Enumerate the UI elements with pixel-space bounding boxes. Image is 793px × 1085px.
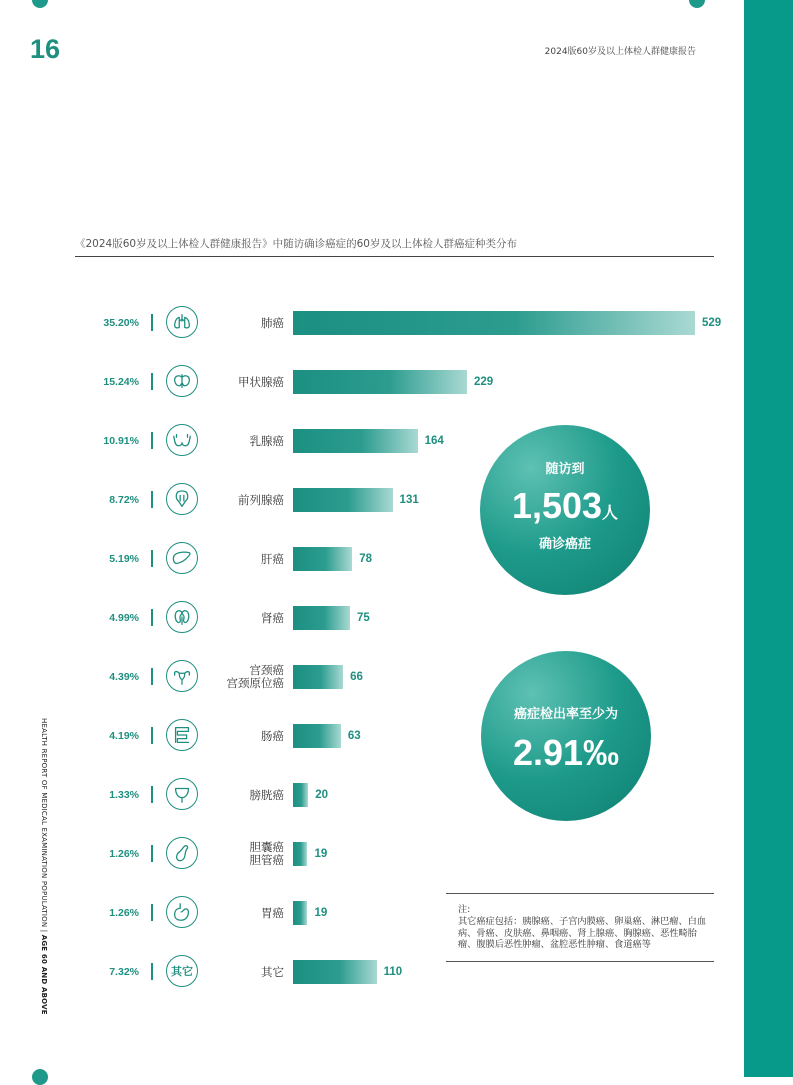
percent-label: 4.99% bbox=[109, 612, 139, 624]
stat1-top: 随访到 bbox=[545, 462, 585, 477]
category-label: 宫颈癌 宫颈原位癌 bbox=[226, 663, 284, 690]
liver-icon bbox=[166, 542, 198, 574]
vertical-text-main: HEALTH REPORT OF MEDICAL EXAMINATION POPULATION bbox=[40, 718, 48, 928]
chart-row bbox=[0, 598, 744, 638]
chart-title: 《2024版60岁及以上体检人群健康报告》中随访确诊癌症的60岁及以上体检人群癌症种类分布 bbox=[75, 236, 714, 257]
intestine-icon bbox=[166, 719, 198, 751]
category-label: 前列腺癌 bbox=[238, 492, 284, 507]
category-label: 胃癌 bbox=[261, 905, 284, 920]
percent-label: 7.32% bbox=[109, 966, 139, 978]
category-label: 肝癌 bbox=[261, 551, 284, 566]
stomach-icon bbox=[166, 896, 198, 928]
stat1-number: 1,503 bbox=[511, 485, 603, 526]
category-label: 其它 bbox=[261, 964, 284, 979]
prostate-icon bbox=[166, 483, 198, 515]
row-separator bbox=[151, 550, 153, 567]
row-separator bbox=[151, 845, 153, 862]
percent-label: 1.26% bbox=[109, 907, 139, 919]
value-label: 63 bbox=[347, 730, 361, 742]
thyroid-icon bbox=[166, 365, 198, 397]
value-label: 78 bbox=[359, 553, 373, 565]
category-label: 肾癌 bbox=[261, 610, 284, 625]
stat1-bottom: 确诊癌症 bbox=[538, 537, 591, 552]
row-separator bbox=[151, 609, 153, 626]
percent-label: 1.33% bbox=[109, 789, 139, 801]
percent-label: 15.24% bbox=[103, 376, 139, 388]
chart-row bbox=[0, 362, 744, 402]
kidney-icon bbox=[166, 601, 198, 633]
category-label: 胆囊癌 胆管癌 bbox=[249, 840, 284, 867]
percent-label: 10.91% bbox=[103, 435, 139, 447]
page-number: 16 bbox=[30, 34, 61, 64]
row-separator bbox=[151, 432, 153, 449]
stat1-unit: 人 bbox=[602, 503, 619, 522]
stat2-number: 2.91‰ bbox=[512, 732, 620, 773]
bar bbox=[293, 724, 341, 748]
bar bbox=[293, 429, 418, 453]
note-body: 其它癌症包括：胰腺癌、子宫内膜癌、卵巢癌、淋巴瘤、白血病、骨癌、皮肤癌、鼻咽癌、肾上腺癌、胸腺癌、恶性畸胎瘤、腹膜后恶性肿瘤、盆腔恶性肿瘤、食道癌等 bbox=[458, 915, 707, 951]
value-label: 75 bbox=[356, 612, 370, 624]
row-separator bbox=[151, 491, 153, 508]
bar bbox=[293, 370, 467, 394]
stat-circle-rate bbox=[481, 651, 651, 821]
chart-row bbox=[0, 834, 744, 874]
value-label: 110 bbox=[383, 966, 403, 978]
bladder-icon bbox=[166, 778, 198, 810]
gallbladder-icon bbox=[166, 837, 198, 869]
bar bbox=[293, 783, 308, 807]
row-separator bbox=[151, 373, 153, 390]
side-band bbox=[744, 0, 793, 1077]
value-label: 164 bbox=[424, 435, 444, 447]
bar bbox=[293, 547, 352, 571]
percent-label: 1.26% bbox=[109, 848, 139, 860]
value-label: 20 bbox=[315, 789, 328, 801]
percent-label: 4.19% bbox=[109, 730, 139, 742]
category-label: 肺癌 bbox=[261, 315, 284, 330]
lungs-icon bbox=[166, 306, 198, 338]
value-label: 19 bbox=[314, 907, 328, 919]
category-label: 肠癌 bbox=[261, 728, 284, 743]
bar bbox=[293, 311, 695, 335]
vertical-text-bold: AGE 60 AND ABOVE bbox=[40, 934, 48, 1015]
stat1-number-wrap bbox=[480, 485, 650, 527]
value-label: 19 bbox=[314, 848, 328, 860]
bar bbox=[293, 488, 393, 512]
bar bbox=[293, 960, 377, 984]
row-separator bbox=[151, 314, 153, 331]
percent-label: 4.39% bbox=[109, 671, 139, 683]
header-title: 2024版60岁及以上体检人群健康报告 bbox=[544, 47, 696, 57]
row-separator bbox=[151, 668, 153, 685]
vertical-text-sep: | bbox=[40, 929, 48, 935]
decor-dot-top-right bbox=[689, 0, 705, 8]
category-label: 膀胱癌 bbox=[249, 787, 284, 802]
value-label: 229 bbox=[474, 376, 494, 388]
value-label: 131 bbox=[399, 494, 419, 506]
value-label: 529 bbox=[702, 317, 722, 329]
chart-row bbox=[0, 303, 744, 343]
value-label: 66 bbox=[350, 671, 363, 683]
decor-dot-top-left bbox=[32, 0, 48, 8]
footnote bbox=[446, 893, 714, 962]
chart-row bbox=[0, 421, 744, 461]
stat-circle-diagnosed bbox=[480, 425, 650, 595]
category-label: 乳腺癌 bbox=[249, 433, 284, 448]
stat2-top: 癌症检出率至少为 bbox=[513, 707, 618, 722]
row-separator bbox=[151, 904, 153, 921]
bar bbox=[293, 901, 307, 925]
category-label: 甲状腺癌 bbox=[238, 374, 284, 389]
note-title: 注: bbox=[458, 904, 471, 915]
uterus-icon bbox=[166, 660, 198, 692]
percent-label: 35.20% bbox=[103, 317, 139, 329]
bar bbox=[293, 665, 343, 689]
decor-dot-bottom-left bbox=[32, 1069, 48, 1085]
row-separator bbox=[151, 963, 153, 980]
bar bbox=[293, 842, 307, 866]
bar bbox=[293, 606, 350, 630]
row-separator bbox=[151, 786, 153, 803]
other-icon: 其它 bbox=[166, 955, 198, 987]
percent-label: 8.72% bbox=[109, 494, 139, 506]
breast-icon bbox=[166, 424, 198, 456]
row-separator bbox=[151, 727, 153, 744]
percent-label: 5.19% bbox=[109, 553, 139, 565]
